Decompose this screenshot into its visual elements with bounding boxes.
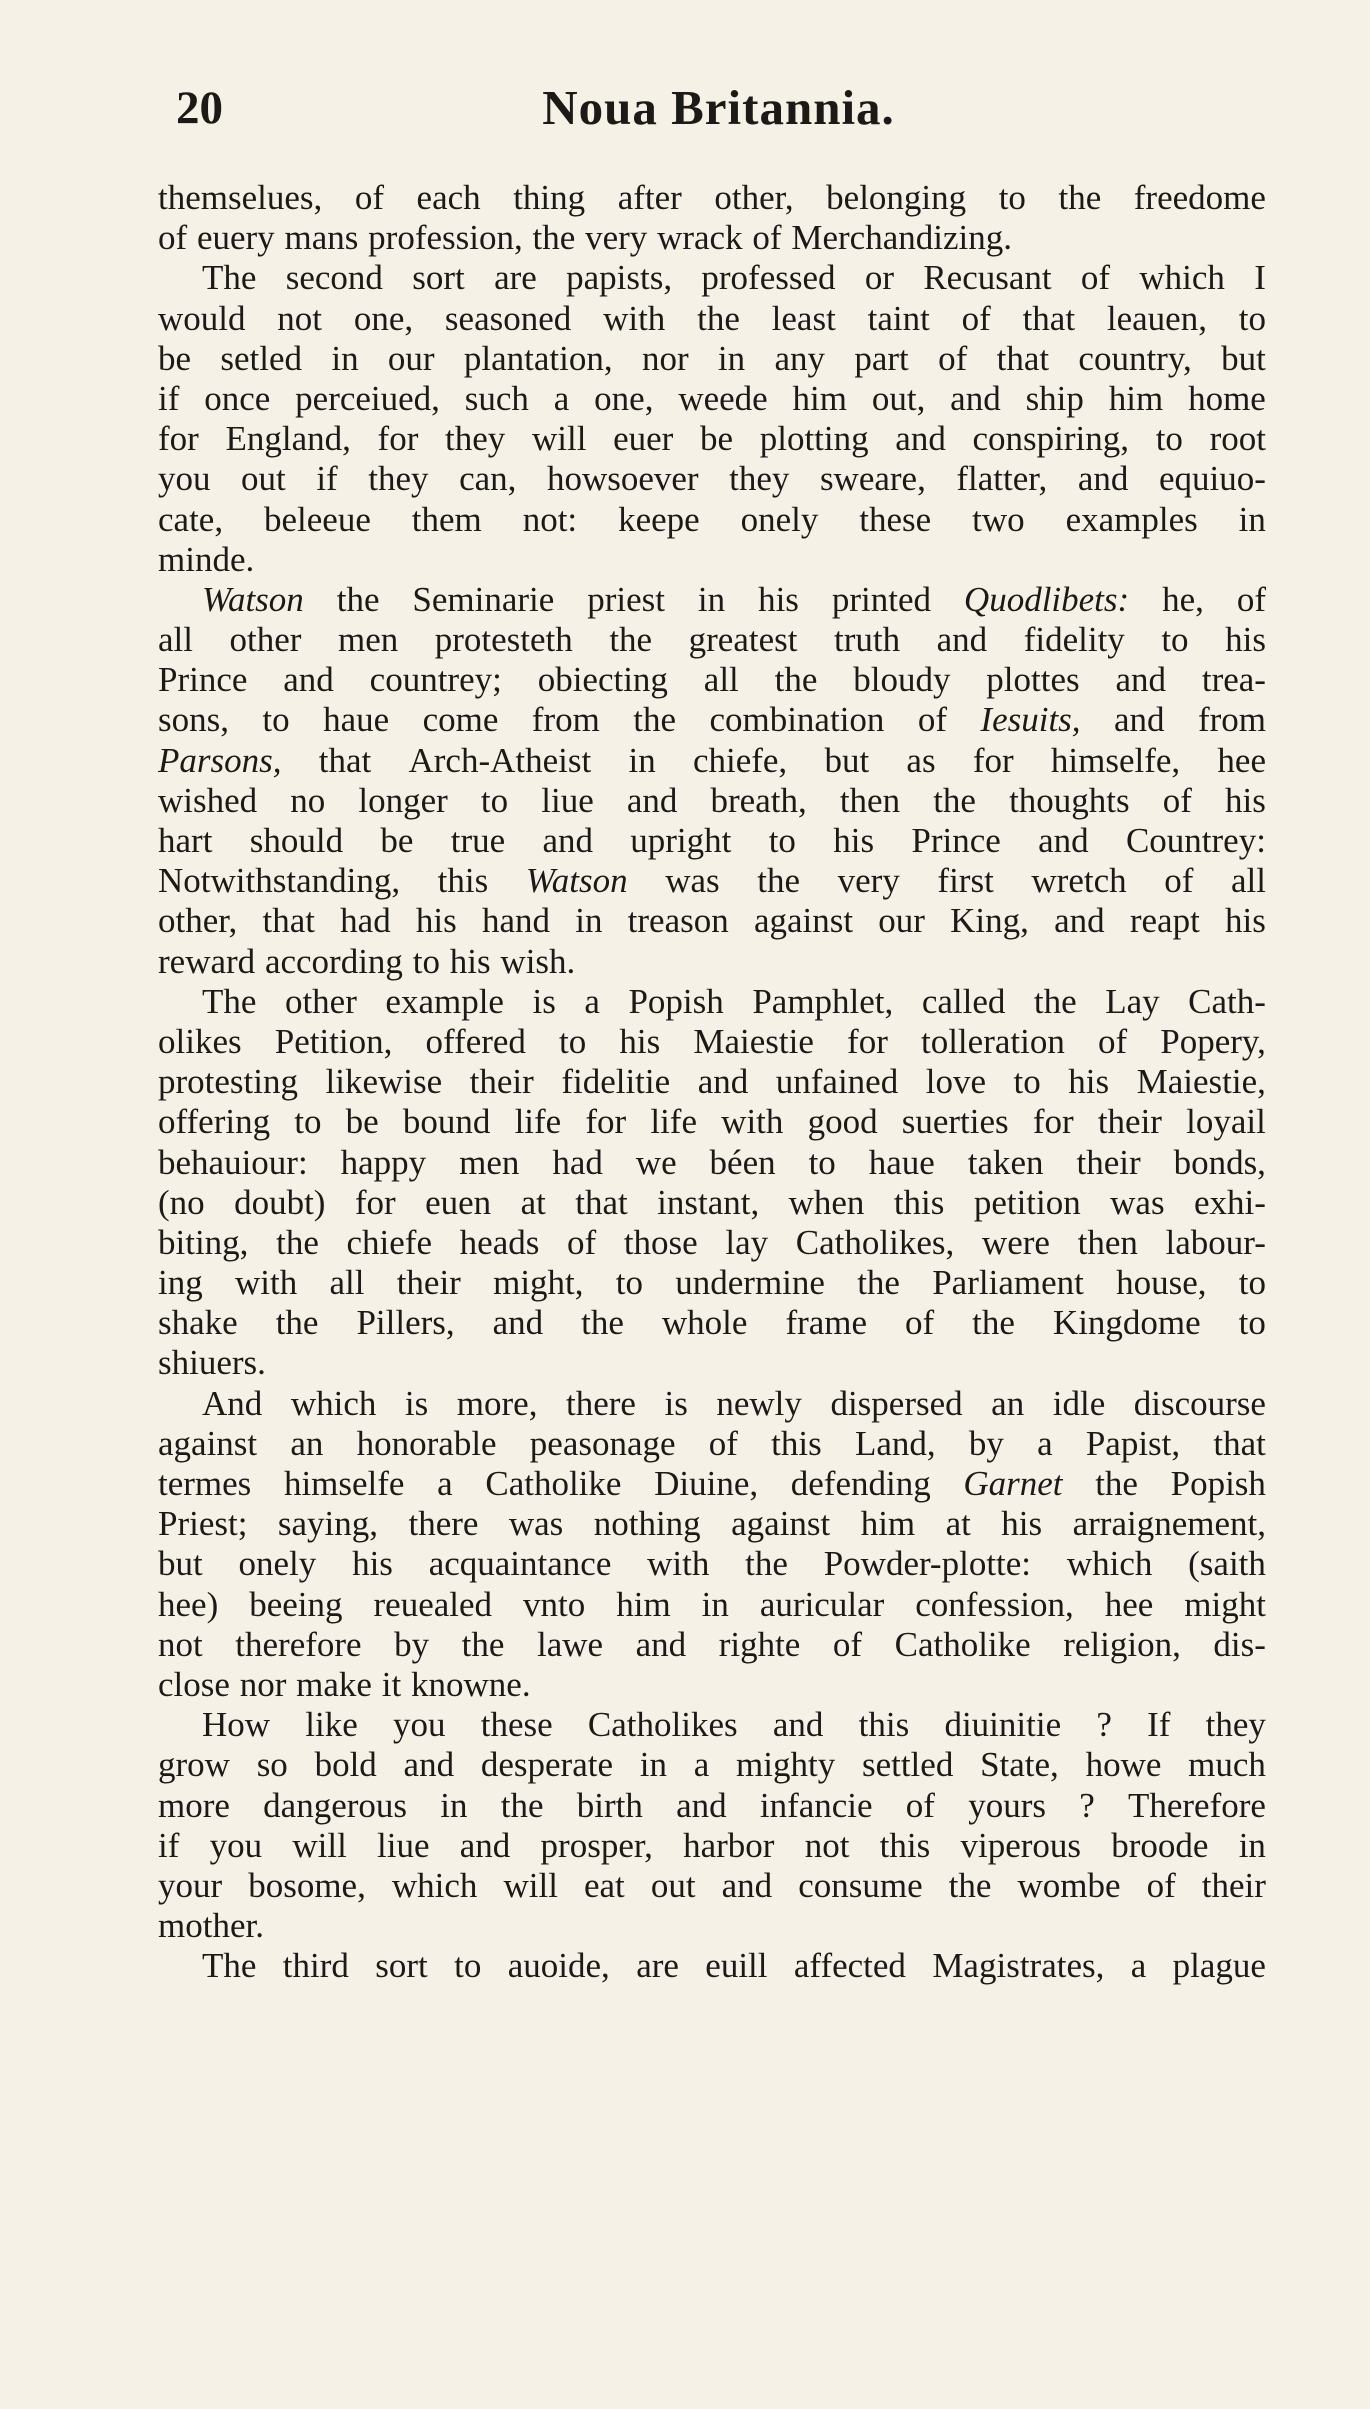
text-line: Parsons, that Arch-Atheist in chiefe, but as for himselfe, hee: [158, 740, 1266, 780]
text-line: themselues, of each thing after other, belonging to the freedome: [158, 178, 1266, 217]
text-line: hart should be true and upright to his Prince and Countrey:: [158, 821, 1266, 860]
text-line: shiuers.: [158, 1343, 266, 1383]
text-line: if once perceiued, such a one, weede him out, and ship him home: [158, 378, 1266, 418]
text-line: Watson the Seminarie priest in his printed Quodlibets: he, of: [202, 579, 1266, 619]
text-line: Priest; saying, there was nothing against him at his arraignement,: [158, 1504, 1266, 1544]
text-line: close nor make it knowne.: [158, 1664, 531, 1704]
text-line: of euery mans profession, the very wrack of Merchandizing.: [158, 218, 1012, 258]
text-line: for England, for they will euer be plotting and conspiring, to root: [158, 419, 1266, 459]
text-line: How like you these Catholikes and this diuinitie ? If they: [202, 1705, 1266, 1745]
body-text: [158, 178, 1266, 1986]
text-line: shake the Pillers, and the whole frame of the Kingdome to: [158, 1303, 1266, 1343]
page-number: 20: [176, 82, 223, 134]
text-line: more dangerous in the birth and infancie of yours ? Therefore: [158, 1785, 1266, 1825]
text-line: biting, the chiefe heads of those lay Catholikes, were then labour-: [158, 1222, 1266, 1262]
text-line: cate, beleeue them not: keepe onely these two examples in: [158, 499, 1266, 539]
text-line: all other men protesteth the greatest truth and fidelity to his: [158, 620, 1266, 660]
running-head: [176, 78, 1261, 138]
text-line: be setled in our plantation, nor in any part of that country, but: [158, 338, 1266, 378]
text-line: would not one, seasoned with the least taint of that leauen, to: [158, 298, 1266, 338]
text-line: mother.: [158, 1906, 264, 1946]
text-line: reward according to his wish.: [158, 941, 576, 981]
text-line: but onely his acquaintance with the Powder-plotte: which (saith: [158, 1544, 1266, 1584]
text-line: your bosome, which will eat out and consume the wombe of their: [158, 1865, 1266, 1905]
text-line: hee) beeing reuealed vnto him in auricular confession, hee might: [158, 1584, 1266, 1624]
text-line: against an honorable peasonage of this Land, by a Papist, that: [158, 1423, 1266, 1463]
text-line: And which is more, there is newly dispersed an idle discourse: [202, 1383, 1266, 1423]
text-line: wished no longer to liue and breath, then the thoughts of his: [158, 780, 1266, 820]
text-line: The second sort are papists, professed or Recusant of which I: [202, 258, 1266, 298]
text-line: other, that had his hand in treason against our King, and reapt his: [158, 901, 1266, 941]
text-line: The other example is a Popish Pamphlet, called the Lay Cath-: [202, 981, 1266, 1021]
text-line: ing with all their might, to undermine the Parliament house, to: [158, 1263, 1266, 1303]
text-line: Notwithstanding, this Watson was the very first wretch of all: [158, 861, 1266, 901]
text-line: Prince and countrey; obiecting all the bloudy plottes and trea-: [158, 660, 1266, 700]
text-line: minde.: [158, 539, 255, 579]
text-line: protesting likewise their fidelitie and unfained love to his Maiestie,: [158, 1062, 1266, 1102]
text-line: grow so bold and desperate in a mighty settled State, howe much: [158, 1745, 1266, 1785]
text-line: offering to be bound life for life with good suerties for their loyail: [158, 1102, 1266, 1142]
text-line: The third sort to auoide, are euill affected Magistrates, a plague: [202, 1946, 1266, 1986]
text-line: olikes Petition, offered to his Maiestie for tolleration of Popery,: [158, 1021, 1266, 1061]
text-line: behauiour: happy men had we béen to haue taken their bonds,: [158, 1142, 1266, 1182]
text-line: (no doubt) for euen at that instant, when this petition was exhi-: [158, 1182, 1266, 1222]
text-line: termes himselfe a Catholike Diuine, defending Garnet the Popish: [158, 1464, 1266, 1503]
running-title: Noua Britannia.: [542, 80, 895, 135]
text-line: if you will liue and prosper, harbor not this viperous broode in: [158, 1825, 1266, 1865]
text-line: you out if they can, howsoever they sweare, flatter, and equiuo-: [158, 459, 1266, 499]
text-line: not therefore by the lawe and righte of Catholike religion, dis-: [158, 1624, 1266, 1664]
text-line: sons, to haue come from the combination of Iesuits, and from: [158, 700, 1266, 740]
